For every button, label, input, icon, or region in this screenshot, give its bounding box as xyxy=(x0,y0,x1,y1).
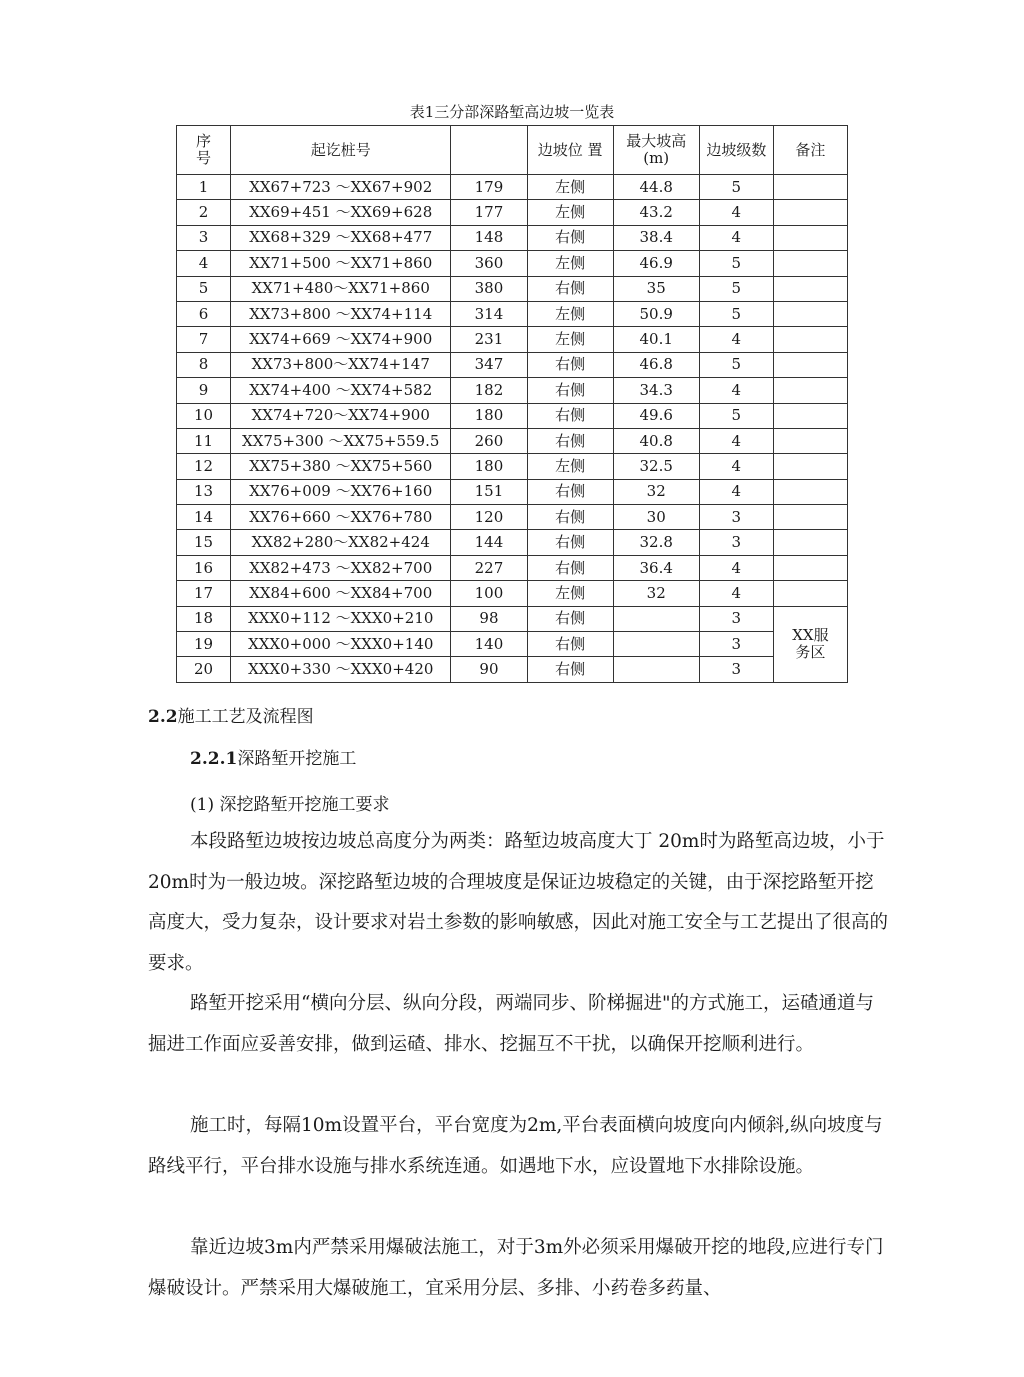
cell-note xyxy=(773,200,847,225)
cell-levels: 4 xyxy=(699,555,773,580)
header-note: 备注 xyxy=(773,126,847,175)
cell-position: 右侧 xyxy=(527,276,613,301)
cell-height xyxy=(613,632,699,657)
cell-height: 50.9 xyxy=(613,301,699,326)
cell-note xyxy=(773,428,847,453)
section-heading-2-2-1: 2.2.1深路堑开挖施工 xyxy=(190,749,357,769)
cell-no: 6 xyxy=(177,301,231,326)
cell-range: XX84+600 ～XX84+700 xyxy=(231,581,451,606)
cell-note xyxy=(773,352,847,377)
cell-height: 34.3 xyxy=(613,378,699,403)
cell-levels: 4 xyxy=(699,378,773,403)
table-row xyxy=(177,301,848,326)
cell-no: 5 xyxy=(177,276,231,301)
table-row xyxy=(177,251,848,276)
cell-no: 18 xyxy=(177,606,231,631)
paragraph-1: 本段路堑边坡按边坡总高度分为两类：路堑边坡高度大丁 20m时为路堑高边坡，小于20m时为一般边坡。深挖路堑边坡的合理坡度是保证边坡稳定的关键，由于深挖路堑开挖高度大，受力复杂，设计要求对岩土参数的影响敏感，因此对施工安全与工艺提出了很高的要求。 xyxy=(148,831,889,974)
cell-no: 12 xyxy=(177,454,231,479)
cell-no: 11 xyxy=(177,428,231,453)
cell-position: 右侧 xyxy=(527,530,613,555)
cell-range: XX82+473 ～XX82+700 xyxy=(231,555,451,580)
cell-no: 19 xyxy=(177,632,231,657)
cell-length: 314 xyxy=(451,301,527,326)
cell-position: 右侧 xyxy=(527,428,613,453)
cell-length: 360 xyxy=(451,251,527,276)
cell-length: 100 xyxy=(451,581,527,606)
cell-levels: 5 xyxy=(699,175,773,200)
cell-range: XX74+400 ～XX74+582 xyxy=(231,378,451,403)
cell-position: 右侧 xyxy=(527,632,613,657)
table-row xyxy=(177,175,848,200)
cell-levels: 3 xyxy=(699,505,773,530)
cell-no: 4 xyxy=(177,251,231,276)
cell-length: 227 xyxy=(451,555,527,580)
cell-height: 32 xyxy=(613,479,699,504)
paragraph-4: 靠近边坡3m内严禁采用爆破法施工，对于3m外必须采用爆破开挖的地段,应进行专门爆破设计。严禁采用大爆破施工，宜采用分层、多排、小药卷多药量、 xyxy=(148,1237,884,1299)
cell-height: 32.8 xyxy=(613,530,699,555)
cell-no: 16 xyxy=(177,555,231,580)
cell-position: 右侧 xyxy=(527,657,613,682)
cell-range: XX75+380 ～XX75+560 xyxy=(231,454,451,479)
table-row xyxy=(177,378,848,403)
cell-note xyxy=(773,225,847,250)
cell-range: XX67+723 ～XX67+902 xyxy=(231,175,451,200)
table-row xyxy=(177,479,848,504)
cell-no: 1 xyxy=(177,175,231,200)
paragraph-3: 施工时，每隔10m设置平台，平台宽度为2m,平台表面横向坡度向内倾斜,纵向坡度与路线平行，平台排水设施与排水系统连通。如遇地下水，应设置地下水排除设施。 xyxy=(148,1115,883,1177)
cell-position: 左侧 xyxy=(527,454,613,479)
cell-no: 9 xyxy=(177,378,231,403)
cell-levels: 4 xyxy=(699,327,773,352)
cell-length: 260 xyxy=(451,428,527,453)
cell-note xyxy=(773,581,847,606)
cell-position: 左侧 xyxy=(527,200,613,225)
cell-position: 右侧 xyxy=(527,606,613,631)
cell-levels: 4 xyxy=(699,581,773,606)
cell-levels: 4 xyxy=(699,225,773,250)
cell-height: 40.8 xyxy=(613,428,699,453)
cell-levels: 3 xyxy=(699,606,773,631)
cell-height: 38.4 xyxy=(613,225,699,250)
header-no: 序号 xyxy=(177,126,231,175)
cell-position: 右侧 xyxy=(527,225,613,250)
table-row xyxy=(177,454,848,479)
cell-length: 98 xyxy=(451,606,527,631)
cell-range: XX74+720～XX74+900 xyxy=(231,403,451,428)
cell-length: 380 xyxy=(451,276,527,301)
header-range: 起讫桩号 xyxy=(231,126,451,175)
cell-position: 右侧 xyxy=(527,378,613,403)
table-row xyxy=(177,276,848,301)
cell-position: 右侧 xyxy=(527,479,613,504)
table-caption: 表1三分部深路堑高边坡一览表 xyxy=(409,103,615,121)
table-row xyxy=(177,657,848,682)
cell-position: 右侧 xyxy=(527,505,613,530)
table-row xyxy=(177,225,848,250)
cell-position: 左侧 xyxy=(527,251,613,276)
cell-height xyxy=(613,657,699,682)
table-row xyxy=(177,428,848,453)
cell-levels: 5 xyxy=(699,251,773,276)
header-length xyxy=(451,126,527,175)
cell-levels: 5 xyxy=(699,403,773,428)
cell-length: 347 xyxy=(451,352,527,377)
cell-length: 120 xyxy=(451,505,527,530)
cell-levels: 3 xyxy=(699,632,773,657)
slope-table xyxy=(176,125,848,683)
cell-note-merged: XX服务区 xyxy=(773,606,847,682)
cell-length: 179 xyxy=(451,175,527,200)
cell-height: 43.2 xyxy=(613,200,699,225)
cell-levels: 5 xyxy=(699,276,773,301)
table-row xyxy=(177,505,848,530)
cell-note xyxy=(773,327,847,352)
cell-range: XX68+329 ～XX68+477 xyxy=(231,225,451,250)
cell-levels: 5 xyxy=(699,352,773,377)
cell-note xyxy=(773,276,847,301)
cell-height xyxy=(613,606,699,631)
table-row xyxy=(177,327,848,352)
cell-height: 40.1 xyxy=(613,327,699,352)
cell-height: 46.8 xyxy=(613,352,699,377)
cell-no: 17 xyxy=(177,581,231,606)
cell-levels: 4 xyxy=(699,428,773,453)
cell-position: 右侧 xyxy=(527,403,613,428)
cell-levels: 5 xyxy=(699,301,773,326)
section-heading-2-2: 2.2施工工艺及流程图 xyxy=(148,707,314,727)
cell-note xyxy=(773,505,847,530)
cell-levels: 3 xyxy=(699,657,773,682)
cell-levels: 4 xyxy=(699,454,773,479)
cell-note xyxy=(773,301,847,326)
cell-levels: 3 xyxy=(699,530,773,555)
cell-note xyxy=(773,479,847,504)
cell-length: 144 xyxy=(451,530,527,555)
table-row xyxy=(177,403,848,428)
header-height: 最大坡高(m) xyxy=(613,126,699,175)
table-row xyxy=(177,606,848,631)
cell-position: 左侧 xyxy=(527,581,613,606)
cell-range: XXX0+112 ～XXX0+210 xyxy=(231,606,451,631)
cell-no: 2 xyxy=(177,200,231,225)
cell-note xyxy=(773,175,847,200)
cell-height: 30 xyxy=(613,505,699,530)
table-row xyxy=(177,352,848,377)
cell-range: XX74+669 ～XX74+900 xyxy=(231,327,451,352)
cell-length: 180 xyxy=(451,454,527,479)
header-levels: 边坡级数 xyxy=(699,126,773,175)
cell-height: 35 xyxy=(613,276,699,301)
item-heading-1: (1) 深挖路堑开挖施工要求 xyxy=(190,795,390,815)
cell-no: 20 xyxy=(177,657,231,682)
cell-no: 3 xyxy=(177,225,231,250)
cell-height: 49.6 xyxy=(613,403,699,428)
cell-no: 13 xyxy=(177,479,231,504)
cell-no: 8 xyxy=(177,352,231,377)
cell-position: 右侧 xyxy=(527,352,613,377)
cell-no: 7 xyxy=(177,327,231,352)
cell-height: 32 xyxy=(613,581,699,606)
cell-length: 180 xyxy=(451,403,527,428)
cell-range: XX73+800～XX74+147 xyxy=(231,352,451,377)
cell-length: 90 xyxy=(451,657,527,682)
cell-length: 148 xyxy=(451,225,527,250)
cell-note xyxy=(773,251,847,276)
cell-range: XX76+009 ～XX76+160 xyxy=(231,479,451,504)
cell-position: 左侧 xyxy=(527,301,613,326)
table-row xyxy=(177,555,848,580)
cell-range: XX76+660 ～XX76+780 xyxy=(231,505,451,530)
cell-height: 46.9 xyxy=(613,251,699,276)
cell-levels: 4 xyxy=(699,479,773,504)
cell-note xyxy=(773,555,847,580)
cell-levels: 4 xyxy=(699,200,773,225)
cell-position: 左侧 xyxy=(527,327,613,352)
cell-length: 182 xyxy=(451,378,527,403)
cell-length: 151 xyxy=(451,479,527,504)
cell-length: 140 xyxy=(451,632,527,657)
table-row xyxy=(177,200,848,225)
cell-range: XXX0+330 ～XXX0+420 xyxy=(231,657,451,682)
cell-length: 231 xyxy=(451,327,527,352)
cell-height: 36.4 xyxy=(613,555,699,580)
table-header-row xyxy=(177,126,848,175)
header-position: 边坡位 置 xyxy=(527,126,613,175)
cell-note xyxy=(773,378,847,403)
table-row xyxy=(177,530,848,555)
cell-range: XX82+280～XX82+424 xyxy=(231,530,451,555)
cell-note xyxy=(773,403,847,428)
cell-range: XX69+451 ～XX69+628 xyxy=(231,200,451,225)
cell-range: XX71+500 ～XX71+860 xyxy=(231,251,451,276)
cell-range: XX71+480～XX71+860 xyxy=(231,276,451,301)
cell-no: 14 xyxy=(177,505,231,530)
cell-note xyxy=(773,454,847,479)
cell-range: XX75+300 ～XX75+559.5 xyxy=(231,428,451,453)
paragraph-2: 路堑开挖采用“横向分层、纵向分段，两端同步、阶梯掘进"的方式施工，运碴通道与掘进工作面应妥善安排，做到运碴、排水、挖掘互不干扰，以确保开挖顺利进行。 xyxy=(148,993,874,1055)
cell-range: XXX0+000 ～XXX0+140 xyxy=(231,632,451,657)
cell-no: 15 xyxy=(177,530,231,555)
cell-note xyxy=(773,530,847,555)
cell-position: 右侧 xyxy=(527,555,613,580)
cell-height: 44.8 xyxy=(613,175,699,200)
cell-range: XX73+800 ～XX74+114 xyxy=(231,301,451,326)
table-row xyxy=(177,581,848,606)
table-row xyxy=(177,632,848,657)
cell-length: 177 xyxy=(451,200,527,225)
cell-height: 32.5 xyxy=(613,454,699,479)
cell-position: 左侧 xyxy=(527,175,613,200)
cell-no: 10 xyxy=(177,403,231,428)
